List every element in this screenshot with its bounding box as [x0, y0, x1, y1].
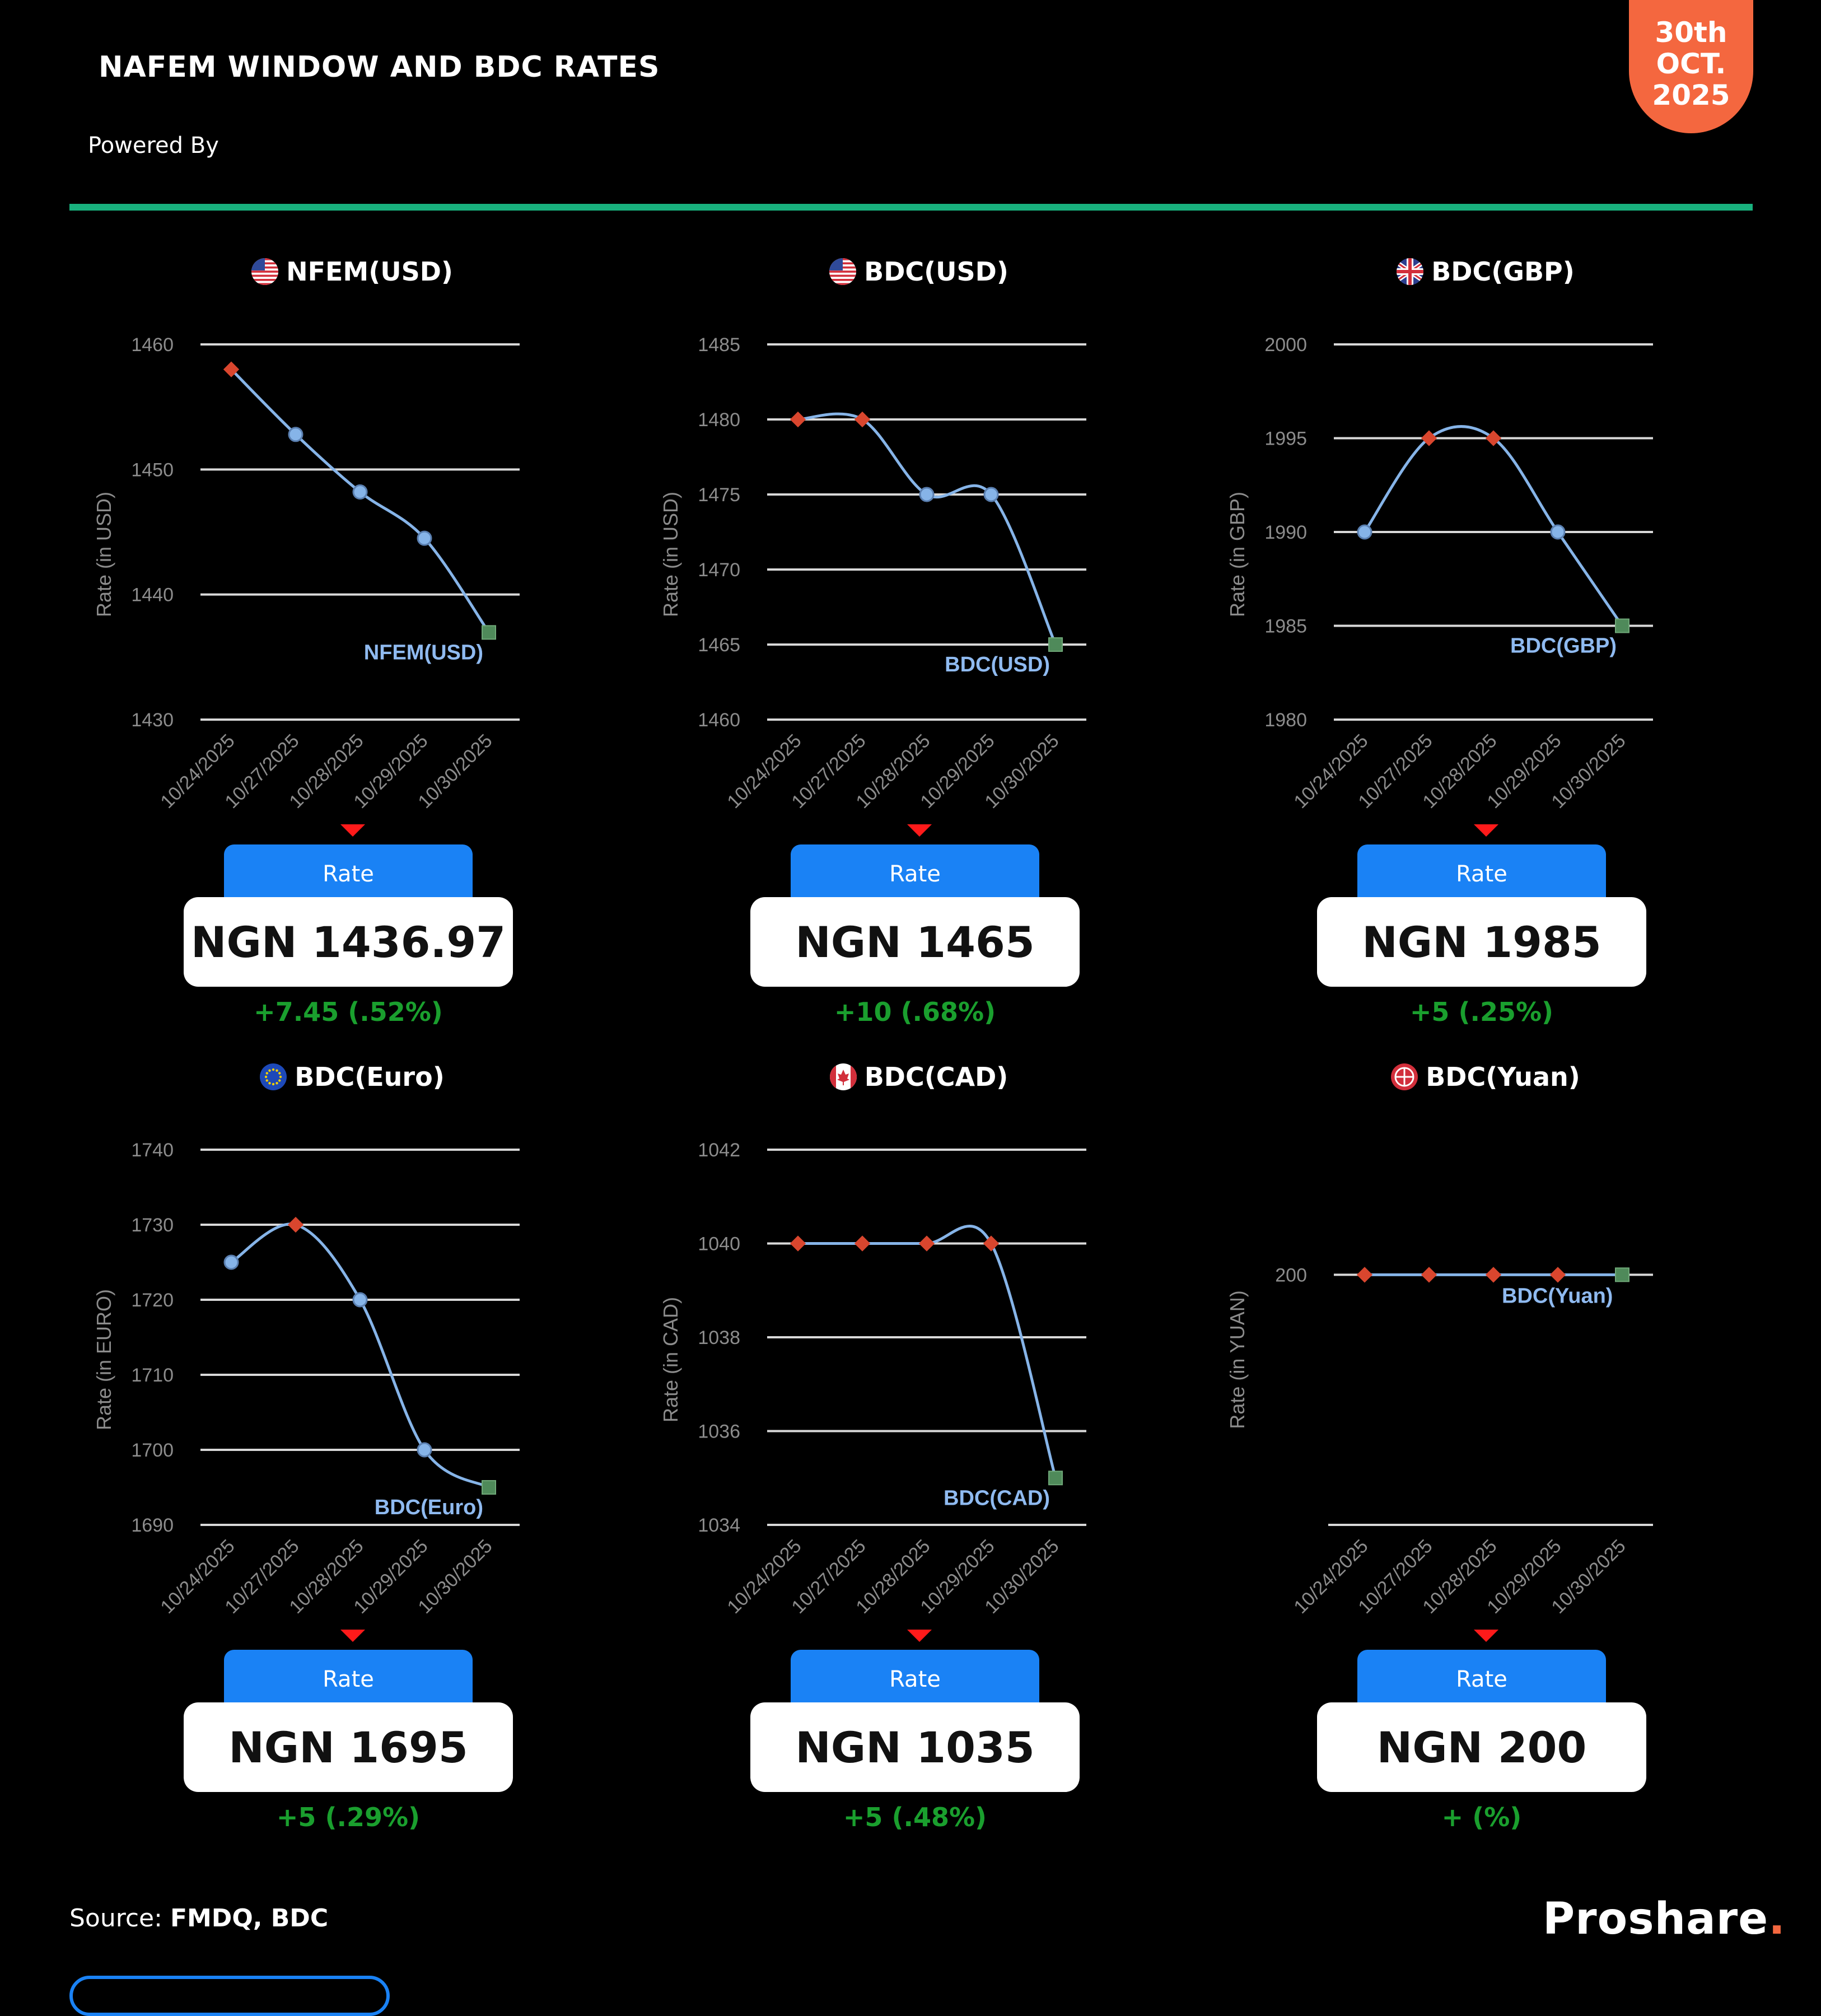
- data-point: [920, 488, 933, 501]
- down-arrow-icon: [340, 824, 365, 837]
- x-tick-label: 10/24/2025: [723, 730, 806, 813]
- rate-value: NGN 1465: [750, 897, 1080, 987]
- eu-flag-icon: [259, 1062, 288, 1091]
- panel-bdc-gbp: [1205, 252, 1765, 1047]
- down-arrow-icon: [340, 1630, 365, 1642]
- x-tick-label: 10/30/2025: [1547, 1535, 1630, 1618]
- x-tick-label: 10/28/2025: [1418, 730, 1501, 813]
- y-tick-label: 1042: [698, 1140, 740, 1161]
- x-tick-label: 10/24/2025: [723, 1535, 806, 1618]
- line-chart: [72, 291, 632, 823]
- y-tick-label: 1034: [698, 1515, 740, 1536]
- x-tick-label: 10/28/2025: [285, 730, 368, 813]
- y-tick-label: 1430: [131, 710, 174, 731]
- y-tick-label: 1475: [698, 484, 740, 506]
- series-label: BDC(GBP): [1510, 634, 1617, 658]
- data-point: [1615, 1268, 1629, 1281]
- series-label: NFEM(USD): [363, 641, 483, 665]
- y-tick-label: 1465: [698, 634, 740, 656]
- data-point: [1550, 1267, 1566, 1282]
- line-chart: [72, 1096, 632, 1628]
- date-month: OCT.: [1656, 48, 1726, 80]
- data-point: [1421, 1267, 1437, 1282]
- y-tick-label: 1036: [698, 1421, 740, 1443]
- x-tick-label: 10/24/2025: [156, 1535, 239, 1618]
- y-tick-label: 2000: [1264, 334, 1307, 356]
- rate-tab: Rate: [224, 1650, 473, 1709]
- x-tick-label: 10/29/2025: [349, 1535, 432, 1618]
- rate-value: NGN 200: [1317, 1702, 1646, 1792]
- x-tick-label: 10/28/2025: [285, 1535, 368, 1618]
- rate-change: +5 (.48%): [843, 1802, 987, 1832]
- x-tick-label: 10/30/2025: [980, 1535, 1063, 1618]
- canada-flag-icon: [829, 1062, 858, 1091]
- x-tick-label: 10/27/2025: [221, 730, 304, 813]
- y-tick-label: 1460: [131, 334, 174, 356]
- data-point: [1049, 638, 1062, 651]
- series-label: BDC(Yuan): [1502, 1284, 1613, 1308]
- x-tick-label: 10/29/2025: [916, 1535, 999, 1618]
- source-value: FMDQ, BDC: [170, 1904, 329, 1933]
- y-axis-label: Rate (in EURO): [92, 1289, 115, 1431]
- y-tick-label: 1700: [131, 1440, 174, 1461]
- header-divider: [69, 204, 1753, 211]
- data-point: [225, 1256, 238, 1269]
- series-label: BDC(Euro): [374, 1496, 483, 1519]
- chart-title-text: NFEM(USD): [286, 256, 453, 287]
- down-arrow-icon: [907, 824, 932, 837]
- chart-title-text: BDC(Yuan): [1426, 1062, 1580, 1092]
- y-tick-label: 200: [1275, 1264, 1307, 1286]
- data-point: [984, 488, 998, 501]
- y-tick-label: 1440: [131, 584, 174, 606]
- data-point: [353, 486, 367, 499]
- y-tick-label: 1450: [131, 459, 174, 481]
- rate-value: NGN 1035: [750, 1702, 1080, 1792]
- y-axis-label: Rate (in USD): [92, 491, 115, 618]
- rate-value: NGN 1695: [184, 1702, 513, 1792]
- panel-bdc-euro: [72, 1057, 632, 1852]
- series-line: [231, 370, 489, 633]
- date-badge: [1629, 0, 1753, 133]
- panel-nfem-usd: [72, 252, 632, 1047]
- date-year: 2025: [1652, 79, 1730, 111]
- data-point: [919, 1235, 935, 1251]
- series-line: [231, 1224, 489, 1487]
- bottom-decoration: [69, 1976, 390, 2016]
- data-point: [790, 1235, 806, 1251]
- us-flag-icon: [250, 257, 279, 286]
- brand-dot: .: [1768, 1894, 1786, 1944]
- line-chart: [638, 1096, 1198, 1628]
- chart-title-text: BDC(Euro): [295, 1062, 445, 1092]
- brand-name: Proshare: [1543, 1894, 1769, 1944]
- rate-tab: Rate: [224, 844, 473, 904]
- rate-change: +10 (.68%): [834, 997, 996, 1027]
- x-tick-label: 10/30/2025: [1547, 730, 1630, 813]
- page-title: NAFEM WINDOW AND BDC RATES: [99, 50, 660, 84]
- y-tick-label: 1690: [131, 1515, 174, 1536]
- chart-title: [638, 252, 1198, 291]
- chart-title-text: BDC(CAD): [864, 1062, 1008, 1092]
- y-tick-label: 1740: [131, 1140, 174, 1161]
- series-label: BDC(USD): [945, 653, 1050, 676]
- line-chart: [1205, 291, 1765, 823]
- data-point: [418, 1443, 431, 1457]
- date-day: 30th: [1655, 16, 1727, 49]
- y-tick-label: 1985: [1264, 615, 1307, 637]
- data-point: [855, 1235, 870, 1251]
- data-point: [790, 412, 806, 427]
- x-tick-label: 10/28/2025: [852, 1535, 935, 1618]
- series-line: [798, 414, 1056, 645]
- x-tick-label: 10/29/2025: [916, 730, 999, 813]
- rate-tab: Rate: [1357, 844, 1606, 904]
- chart-title: [72, 252, 632, 291]
- y-tick-label: 1485: [698, 334, 740, 356]
- rate-change: +7.45 (.52%): [254, 997, 443, 1027]
- data-point: [983, 1235, 999, 1251]
- y-tick-label: 1990: [1264, 522, 1307, 543]
- rate-change: + (%): [1441, 1802, 1522, 1832]
- x-tick-label: 10/29/2025: [1483, 730, 1566, 813]
- chart-title: [638, 1057, 1198, 1096]
- data-point: [1486, 1267, 1501, 1282]
- x-tick-label: 10/30/2025: [414, 730, 497, 813]
- x-tick-label: 10/27/2025: [1354, 730, 1437, 813]
- x-tick-label: 10/24/2025: [1290, 730, 1372, 813]
- x-tick-label: 10/29/2025: [349, 730, 432, 813]
- y-tick-label: 1038: [698, 1327, 740, 1348]
- data-point: [1049, 1471, 1062, 1485]
- y-tick-label: 1460: [698, 710, 740, 731]
- y-tick-label: 1470: [698, 559, 740, 581]
- rate-change: +5 (.25%): [1409, 997, 1554, 1027]
- y-axis-label: Rate (in YUAN): [1226, 1290, 1249, 1429]
- y-axis-label: Rate (in CAD): [659, 1296, 682, 1423]
- x-tick-label: 10/30/2025: [414, 1535, 497, 1618]
- x-tick-label: 10/30/2025: [980, 730, 1063, 813]
- data-point: [353, 1293, 367, 1306]
- y-tick-label: 1995: [1264, 428, 1307, 450]
- x-tick-label: 10/29/2025: [1483, 1535, 1566, 1618]
- y-tick-label: 1040: [698, 1233, 740, 1255]
- y-axis-label: Rate (in USD): [659, 491, 682, 618]
- rate-tab: Rate: [1357, 1650, 1606, 1709]
- series-label: BDC(CAD): [944, 1486, 1050, 1510]
- series-line: [1365, 427, 1622, 626]
- x-tick-label: 10/27/2025: [787, 730, 870, 813]
- data-point: [289, 428, 302, 441]
- source-note: [69, 1904, 328, 1933]
- rate-change: +5 (.29%): [276, 1802, 421, 1832]
- data-point: [1358, 525, 1371, 539]
- x-tick-label: 10/24/2025: [1290, 1535, 1372, 1618]
- panel-bdc-cad: [638, 1057, 1198, 1852]
- line-chart: [638, 291, 1198, 823]
- panel-bdc-usd: [638, 252, 1198, 1047]
- uk-flag-icon: [1395, 257, 1425, 286]
- y-tick-label: 1710: [131, 1365, 174, 1386]
- data-point: [1551, 525, 1565, 539]
- rate-tab: Rate: [791, 844, 1039, 904]
- line-chart: [1205, 1096, 1765, 1628]
- x-tick-label: 10/28/2025: [1418, 1535, 1501, 1618]
- source-label: Source:: [69, 1904, 162, 1933]
- data-point: [1357, 1267, 1372, 1282]
- down-arrow-icon: [1474, 1630, 1498, 1642]
- rate-value: NGN 1436.97: [184, 897, 513, 987]
- y-tick-label: 1730: [131, 1215, 174, 1236]
- data-point: [482, 1481, 496, 1494]
- panel-bdc-yuan: [1205, 1057, 1765, 1852]
- rate-tab: Rate: [791, 1650, 1039, 1709]
- brand-logo: [1543, 1894, 1786, 1944]
- x-tick-label: 10/27/2025: [787, 1535, 870, 1618]
- chart-title: [72, 1057, 632, 1096]
- y-tick-label: 1980: [1264, 710, 1307, 731]
- series-line: [798, 1226, 1056, 1478]
- x-tick-label: 10/28/2025: [852, 730, 935, 813]
- x-tick-label: 10/24/2025: [156, 730, 239, 813]
- data-point: [418, 531, 431, 545]
- down-arrow-icon: [907, 1630, 932, 1642]
- china-flag-icon: [1390, 1062, 1419, 1091]
- down-arrow-icon: [1474, 824, 1498, 837]
- y-tick-label: 1720: [131, 1290, 174, 1311]
- x-tick-label: 10/27/2025: [1354, 1535, 1437, 1618]
- chart-title-text: BDC(USD): [864, 256, 1008, 287]
- chart-title: [1205, 1057, 1765, 1096]
- y-tick-label: 1480: [698, 409, 740, 431]
- us-flag-icon: [828, 257, 857, 286]
- data-point: [1615, 619, 1629, 633]
- y-axis-label: Rate (in GBP): [1226, 491, 1249, 618]
- data-point: [482, 626, 496, 639]
- data-point: [288, 1217, 304, 1233]
- chart-title-text: BDC(GBP): [1431, 256, 1575, 287]
- x-tick-label: 10/27/2025: [221, 1535, 304, 1618]
- powered-by-label: Powered By: [88, 133, 219, 158]
- chart-title: [1205, 252, 1765, 291]
- rate-value: NGN 1985: [1317, 897, 1646, 987]
